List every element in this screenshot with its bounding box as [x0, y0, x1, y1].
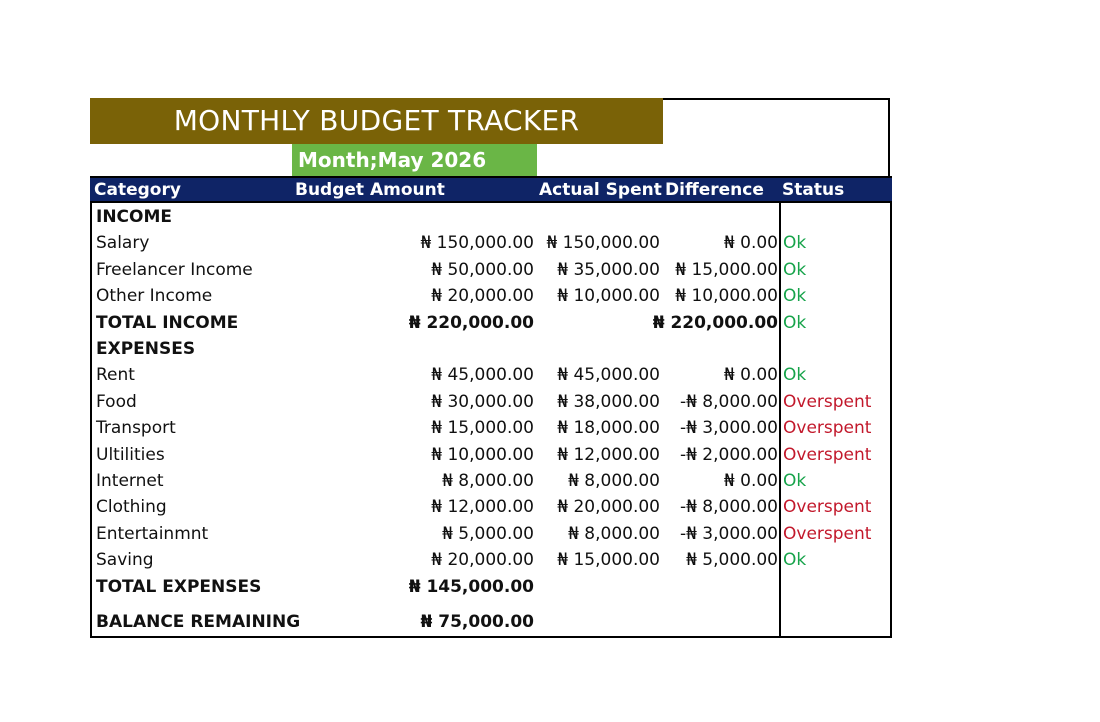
category-cell[interactable]: Transport: [96, 418, 176, 439]
month-cell[interactable]: Month;May 2026: [292, 144, 537, 176]
actual-cell[interactable]: ₦ 15,000.00: [557, 550, 660, 571]
table-row: [92, 494, 892, 520]
total-income-label[interactable]: TOTAL INCOME: [96, 312, 239, 333]
sheet-title[interactable]: MONTHLY BUDGET TRACKER: [90, 98, 663, 144]
balance-amount[interactable]: ₦ 75,000.00: [420, 612, 534, 632]
difference-cell[interactable]: -₦ 2,000.00: [679, 444, 778, 465]
total-expenses-label[interactable]: TOTAL EXPENSES: [96, 576, 262, 597]
status-cell[interactable]: Overspent: [783, 444, 872, 465]
balance-row: [92, 609, 892, 635]
table-row: [92, 547, 892, 573]
status-cell[interactable]: Ok: [783, 259, 807, 280]
section-label-income[interactable]: INCOME: [96, 207, 173, 227]
status-cell[interactable]: Overspent: [783, 418, 872, 439]
difference-cell[interactable]: -₦ 8,000.00: [679, 497, 778, 518]
difference-cell[interactable]: -₦ 3,000.00: [679, 523, 778, 544]
table-body: [90, 203, 892, 638]
category-cell[interactable]: Salary: [96, 233, 150, 254]
actual-cell[interactable]: ₦ 38,000.00: [557, 391, 660, 412]
header-budget[interactable]: Budget Amount: [295, 180, 445, 200]
status-cell[interactable]: Ok: [783, 550, 807, 571]
section-label-expenses[interactable]: EXPENSES: [96, 339, 196, 359]
table-row: [92, 362, 892, 388]
status-cell[interactable]: Ok: [783, 365, 807, 386]
table-row: [92, 468, 892, 494]
table-row: [92, 230, 892, 256]
header-difference[interactable]: Difference: [665, 180, 764, 200]
header-status[interactable]: Status: [782, 180, 845, 200]
section-row-income: [92, 204, 892, 230]
status-cell[interactable]: Ok: [783, 233, 807, 254]
header-actual[interactable]: Actual Spent: [539, 180, 662, 200]
status-cell[interactable]: Overspent: [783, 391, 872, 412]
actual-cell[interactable]: ₦ 8,000.00: [568, 471, 660, 491]
status-cell[interactable]: Ok: [783, 286, 807, 307]
category-cell[interactable]: Ultilities: [96, 444, 165, 465]
table-row: [92, 283, 892, 309]
total-income-difference[interactable]: ₦ 220,000.00: [652, 312, 778, 333]
budget-cell[interactable]: ₦ 12,000.00: [431, 497, 534, 518]
actual-cell[interactable]: ₦ 12,000.00: [557, 444, 660, 465]
table-row: [92, 415, 892, 441]
budget-cell[interactable]: ₦ 45,000.00: [431, 365, 534, 386]
difference-cell[interactable]: -₦ 3,000.00: [679, 418, 778, 439]
status-cell[interactable]: Ok: [783, 471, 807, 491]
table-row: [92, 389, 892, 415]
actual-cell[interactable]: ₦ 35,000.00: [557, 259, 660, 280]
category-cell[interactable]: Freelancer Income: [96, 259, 253, 280]
budget-cell[interactable]: ₦ 8,000.00: [442, 471, 534, 491]
total-income-budget[interactable]: ₦ 220,000.00: [408, 312, 534, 333]
actual-cell[interactable]: ₦ 8,000.00: [568, 523, 660, 544]
budget-cell[interactable]: ₦ 5,000.00: [442, 523, 534, 544]
section-row-expenses: [92, 336, 892, 362]
budget-cell[interactable]: ₦ 10,000.00: [431, 444, 534, 465]
budget-cell[interactable]: ₦ 20,000.00: [431, 550, 534, 571]
budget-cell[interactable]: ₦ 20,000.00: [431, 286, 534, 307]
category-cell[interactable]: Internet: [96, 471, 164, 491]
difference-cell[interactable]: ₦ 0.00: [723, 365, 778, 386]
difference-cell[interactable]: ₦ 10,000.00: [675, 286, 778, 307]
difference-cell[interactable]: ₦ 15,000.00: [675, 259, 778, 280]
table-row: [92, 521, 892, 547]
actual-cell[interactable]: ₦ 45,000.00: [557, 365, 660, 386]
category-cell[interactable]: Saving: [96, 550, 154, 571]
category-cell[interactable]: Food: [96, 391, 137, 412]
budget-cell[interactable]: ₦ 150,000.00: [420, 233, 534, 254]
header-category[interactable]: Category: [94, 180, 181, 200]
difference-cell[interactable]: -₦ 8,000.00: [679, 391, 778, 412]
status-cell[interactable]: Overspent: [783, 523, 872, 544]
balance-label[interactable]: BALANCE REMAINING: [96, 612, 301, 632]
category-cell[interactable]: Other Income: [96, 286, 213, 307]
actual-cell[interactable]: ₦ 20,000.00: [557, 497, 660, 518]
actual-cell[interactable]: ₦ 150,000.00: [546, 233, 660, 254]
difference-cell[interactable]: ₦ 5,000.00: [686, 550, 778, 571]
category-cell[interactable]: Clothing: [96, 497, 167, 518]
table-row: [92, 257, 892, 283]
difference-cell[interactable]: ₦ 0.00: [723, 233, 778, 254]
budget-cell[interactable]: ₦ 15,000.00: [431, 418, 534, 439]
category-cell[interactable]: Rent: [96, 365, 135, 386]
difference-cell[interactable]: ₦ 0.00: [723, 471, 778, 491]
table-row: [92, 442, 892, 468]
total-income-status[interactable]: Ok: [783, 312, 807, 333]
category-cell[interactable]: Entertainmnt: [96, 523, 209, 544]
total-expenses-row: [92, 574, 892, 600]
status-cell[interactable]: Overspent: [783, 497, 872, 518]
total-income-row: [92, 310, 892, 336]
empty-header-cells[interactable]: [663, 98, 890, 176]
column-header-row: [90, 176, 892, 203]
budget-sheet: [90, 98, 892, 638]
total-expenses-budget[interactable]: ₦ 145,000.00: [408, 576, 534, 597]
actual-cell[interactable]: ₦ 18,000.00: [557, 418, 660, 439]
budget-cell[interactable]: ₦ 30,000.00: [431, 391, 534, 412]
budget-cell[interactable]: ₦ 50,000.00: [431, 259, 534, 280]
actual-cell[interactable]: ₦ 10,000.00: [557, 286, 660, 307]
